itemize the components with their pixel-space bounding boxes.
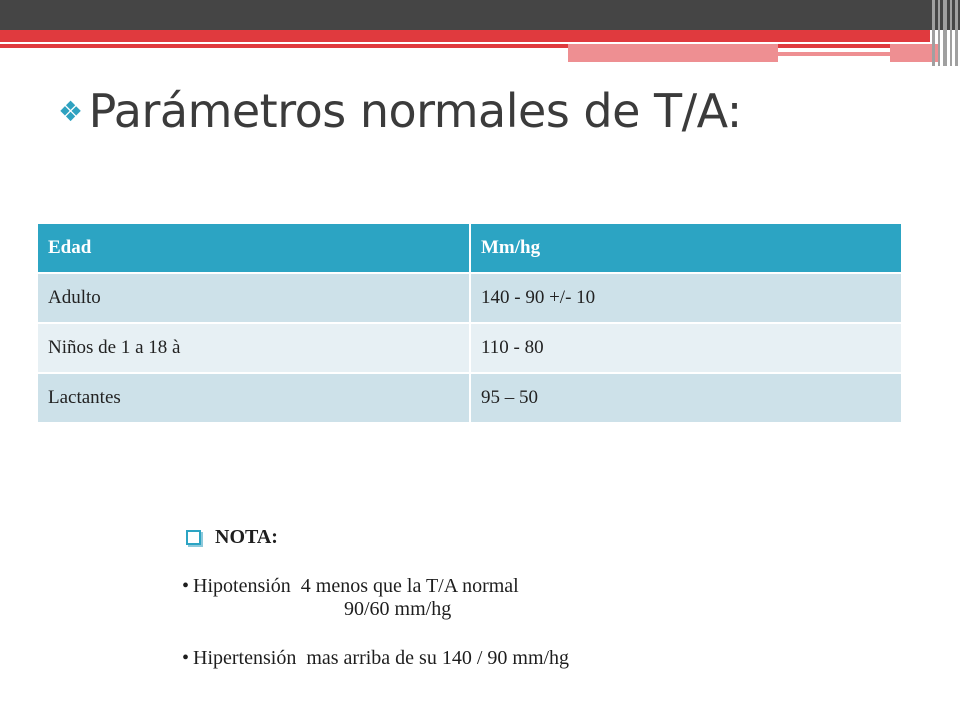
note-item-text: Hipertensión mas arriba de su 140 / 90 mm/hg [193, 647, 570, 669]
page-title-text: Parámetros normales de T/A: [88, 84, 742, 138]
top-dark-bar [0, 0, 960, 30]
top-pink-bar [568, 44, 778, 62]
table-header-row [38, 224, 901, 273]
note-heading-text: NOTA: [215, 526, 278, 548]
top-pink-bar-2 [775, 52, 890, 56]
checkbox-bullet-icon [186, 530, 201, 545]
table-row [38, 373, 901, 422]
note-heading [186, 526, 569, 549]
note-item-hipertension [182, 647, 569, 670]
note-item-text: Hipotensión 4 menos que la T/A normal [193, 575, 519, 597]
table-row [38, 273, 901, 323]
bullet-dot-icon: • [182, 575, 190, 597]
top-red-bar [0, 30, 930, 42]
table-row [38, 323, 901, 373]
table-cell: Niños de 1 a 18 à [38, 323, 470, 373]
table-cell: Lactantes [38, 373, 470, 422]
column-header-edad: Edad [38, 224, 470, 273]
note-item-hipotension [182, 575, 569, 598]
table-cell: 110 - 80 [470, 323, 901, 373]
note-section [182, 526, 569, 670]
bullet-dot-icon: • [182, 647, 190, 669]
four-diamond-bullet-icon: ❖ [58, 94, 83, 128]
table-cell: 95 – 50 [470, 373, 901, 422]
table-cell: 140 - 90 +/- 10 [470, 273, 901, 323]
column-header-mmhg: Mm/hg [470, 224, 901, 273]
corner-lines [930, 0, 960, 66]
table-cell: Adulto [38, 273, 470, 323]
blood-pressure-table [38, 224, 901, 422]
note-item-subvalue: 90/60 mm/hg [344, 598, 452, 620]
page-title [58, 84, 742, 138]
